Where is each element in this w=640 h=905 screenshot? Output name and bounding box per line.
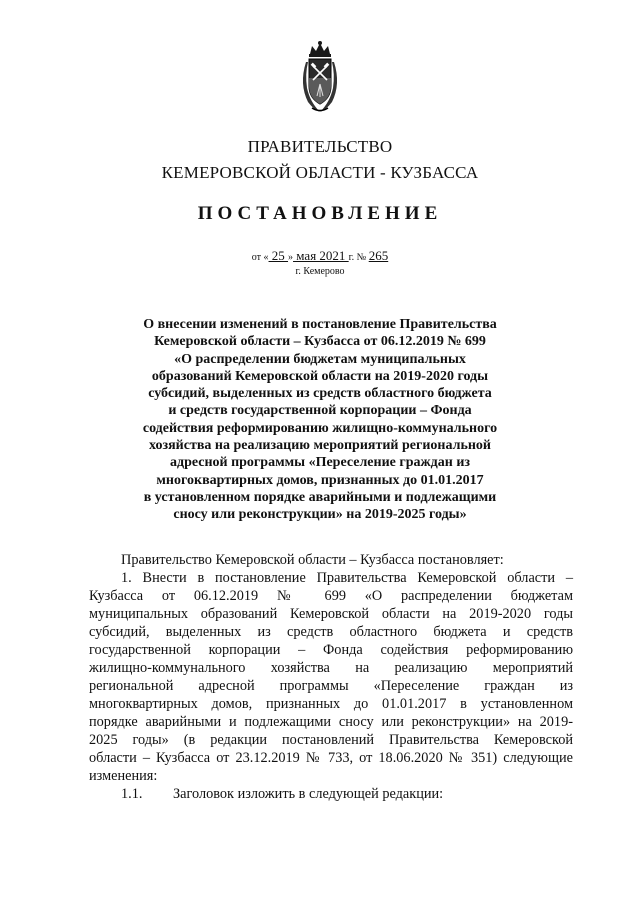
title-line: субсидий, выделенных из средств областного бюджета <box>148 386 492 402</box>
clause-line: региональной адресной программы «Переселение граждан из <box>89 678 573 694</box>
title-line: и средств государственной корпорации – Фонда <box>168 403 472 419</box>
clause-line: изменения: <box>89 768 158 784</box>
title-line: Кемеровской области – Кузбасса от 06.12.2019 № 699 <box>154 334 486 350</box>
title-line: адресной программы «Переселение граждан из <box>169 455 471 471</box>
title-line: О внесении изменений в постановление Правительства <box>143 317 497 332</box>
date-mid: » <box>288 252 294 263</box>
document-body <box>89 551 573 803</box>
title-line: многоквартирных домов, признанных до 01.01.2017 <box>156 472 484 488</box>
sub-item <box>89 785 573 803</box>
title-line: хозяйства на реализацию мероприятий региональной <box>149 438 491 454</box>
number-label: № <box>354 252 369 263</box>
government-name-line2: КЕМЕРОВСКОЙ ОБЛАСТИ - КУЗБАССА <box>161 163 479 182</box>
title-line: «О распределении бюджетам муниципальных <box>174 351 466 367</box>
date-line <box>0 248 640 264</box>
clause-line: 1. Внести в постановление Правительства Кемеровской области – <box>121 570 573 586</box>
title-line: содействия реформированию жилищно-коммунального <box>142 420 498 436</box>
clause-line: жилищно-коммунального хозяйства на реализацию мероприятий <box>89 660 573 676</box>
date-year-suffix: г. <box>348 252 355 263</box>
date-day: 25 <box>268 248 289 263</box>
title-line: образований Кемеровской области на 2019-2020 годы <box>151 368 489 384</box>
preamble: Правительство Кемеровской области – Кузбасса постановляет: <box>121 552 504 568</box>
date-prefix: от « <box>251 252 269 263</box>
clause-line: порядке аварийными и подлежащими сносу или реконструкции» на 2019- <box>89 714 573 730</box>
clause-line: 2025 годы» (в редакции постановлений Правительства Кемеровской <box>89 732 573 748</box>
government-name-line1: ПРАВИТЕЛЬСТВО <box>247 137 393 156</box>
sub-item-number: 1.1. <box>121 786 143 802</box>
document-type-heading: ПОСТАНОВЛЕНИЕ <box>197 203 443 224</box>
clause-line: муниципальных образований Кемеровской области на 2019-2020 годы <box>89 606 573 622</box>
clause-line: Кузбасса от 06.12.2019 № 699 «О распределении бюджетам <box>89 588 573 604</box>
clause-line: субсидий, выделенных из средств областного бюджета и средств <box>89 624 573 640</box>
clause-line: многоквартирных домов, признанных до 01.01.2017 в установленном <box>89 696 573 712</box>
clause-line: области – Кузбасса от 23.12.2019 № 733, от 18.06.2020 № 351) следующие <box>89 750 573 766</box>
city-name: г. Кемерово <box>295 266 345 277</box>
document-title <box>135 316 505 524</box>
title-line: в установленном порядке аварийными и подлежащими <box>143 489 497 505</box>
clause-line: государственной корпорации – Фонда содействия реформированию <box>89 642 573 658</box>
coat-of-arms-emblem <box>296 40 344 114</box>
title-line: сносу или реконструкции» на 2019-2025 годы» <box>173 507 467 523</box>
sub-item-text: Заголовок изложить в следующей редакции: <box>173 786 444 802</box>
document-number: 265 <box>368 248 389 263</box>
date-month-year: мая 2021 <box>293 248 349 263</box>
